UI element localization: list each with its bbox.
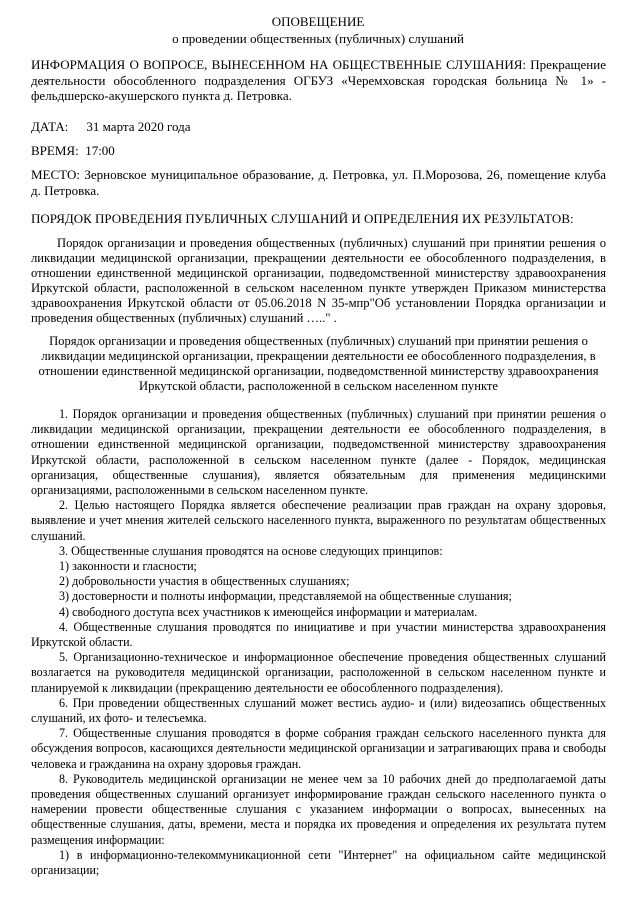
place-value: Зерновское муниципальное образование, д. Петровка, ул. П.Морозова, 26, помещение клуба д. Петровка.: [31, 167, 606, 198]
list-item: 3) достоверности и полноты информации, представляемой на общественные слушания;: [59, 589, 512, 604]
paragraph: 3. Общественные слушания проводятся на основе следующих принципов:: [59, 543, 443, 558]
paragraph: 4. Общественные слушания проводятся по инициативе и при участии министерства здравоохранения Иркутской области.: [31, 619, 606, 650]
date-label: ДАТА:: [31, 119, 69, 134]
document-heading: Порядок организации и проведения общественных (публичных) слушаний при принятии решения о ликвидации медицинской организации, прекращении деятельности ее обособленного подразделения, в отношении единственной медицинской организации, подведомственной министерству здравоохранения Иркутской области, расположенной в сельском населенном пункте: [38, 334, 599, 393]
place-line: [31, 167, 606, 198]
place-label: МЕСТО:: [31, 167, 80, 182]
list-item: 1) в информационно-телекоммуникационной сети "Интернет" на официальном сайте медицинской организации;: [31, 847, 606, 878]
list-item: 4) свободного доступа всех участников к имеющейся информации и материалам.: [59, 604, 478, 619]
order-heading: ПОРЯДОК ПРОВЕДЕНИЯ ПУБЛИЧНЫХ СЛУШАНИЙ И ОПРЕДЕЛЕНИЯ ИХ РЕЗУЛЬТАТОВ:: [31, 211, 574, 226]
paragraph: 1. Порядок организации и проведения общественных (публичных) слушаний при принятии решения о ликвидации медицинской организации, прекращении деятельности ее обособленного подразделения, в отношении единственной медицинской организации, подведомственной министерству здравоохранения Иркутской области, расположенной в сельском населенном пункте (далее - Порядок, медицинская организация, общественные слушания), является обязательным для применения медицинскими организациями, расположенными в сельском населенном пункте.: [31, 407, 606, 498]
paragraph: 7. Общественные слушания проводятся в форме собрания граждан сельского населенного пункта для обсуждения вопросов, касающихся деятельности медицинской организации и затрагивающих права и свободы человека и гражданина на охрану здоровья граждан.: [31, 726, 606, 771]
info-section: [31, 57, 606, 104]
info-text: Прекращение деятельности обособленного подразделения ОГБУЗ «Черемховская городская больница № 1» - фельдшерско-акушерского пункта д. Петровка.: [31, 57, 606, 103]
paragraph: 8. Руководитель медицинской организации не менее чем за 10 рабочих дней до предполагаемой даты проведения общественных слушаний организует информирование граждан сельского населенного пункта о намерении провести общественные слушания с указанием информации о вопросах, вынесенных на общественные слушания, даты, времени, места и порядка их проведения и определения их результата путем размещения информации:: [31, 771, 606, 847]
date-value: 31 марта 2020 года: [86, 119, 191, 134]
list-item: 1) законности и гласности;: [59, 559, 197, 574]
date-line: [31, 119, 606, 135]
paragraph: 2. Целью настоящего Порядка является обеспечение реализации прав граждан на охрану здоровья, выявление и учет мнения жителей сельского населенного пункта, выраженного по результатам общественных слушаний.: [31, 498, 606, 543]
intro-paragraph: Порядок организации и проведения общественных (публичных) слушаний при принятии решения о ликвидации медицинской организации, прекращении деятельности ее обособленного подразделения, в отношении единственной медицинской организации, подведомственной министерству здравоохранения Иркутской области, расположенной в сельском населенном пункте утвержден Приказом министерства здравоохранения Иркутской области от 05.06.2018 N 35-мпр"Об установлении Порядка организации и проведения общественных (публичных) слушаний ….." .: [31, 236, 606, 325]
info-label: ИНФОРМАЦИЯ О ВОПРОСЕ, ВЫНЕСЕННОМ НА ОБЩЕСТВЕННЫЕ СЛУШАНИЯ:: [31, 57, 527, 72]
time-label: ВРЕМЯ:: [31, 143, 79, 158]
time-value: 17:00: [85, 143, 115, 158]
time-line: [31, 143, 606, 159]
page-title: ОПОВЕЩЕНИЕ: [271, 14, 365, 29]
document-body: [31, 407, 606, 878]
paragraph: 5. Организационно-техническое и информационное обеспечение проведения общественных слушаний возлагается на руководителя медицинской организации, расположенной в сельском населенном пункте и планируемой к ликвидации (прекращению деятельности ее обособленного подразделения).: [31, 650, 606, 695]
paragraph: 6. При проведении общественных слушаний может вестись аудио- и (или) видеозапись общественных слушаний, их фото- и телесъемка.: [31, 695, 606, 726]
page-subtitle: о проведении общественных (публичных) слушаний: [172, 31, 464, 46]
list-item: 2) добровольности участия в общественных слушаниях;: [59, 574, 350, 589]
